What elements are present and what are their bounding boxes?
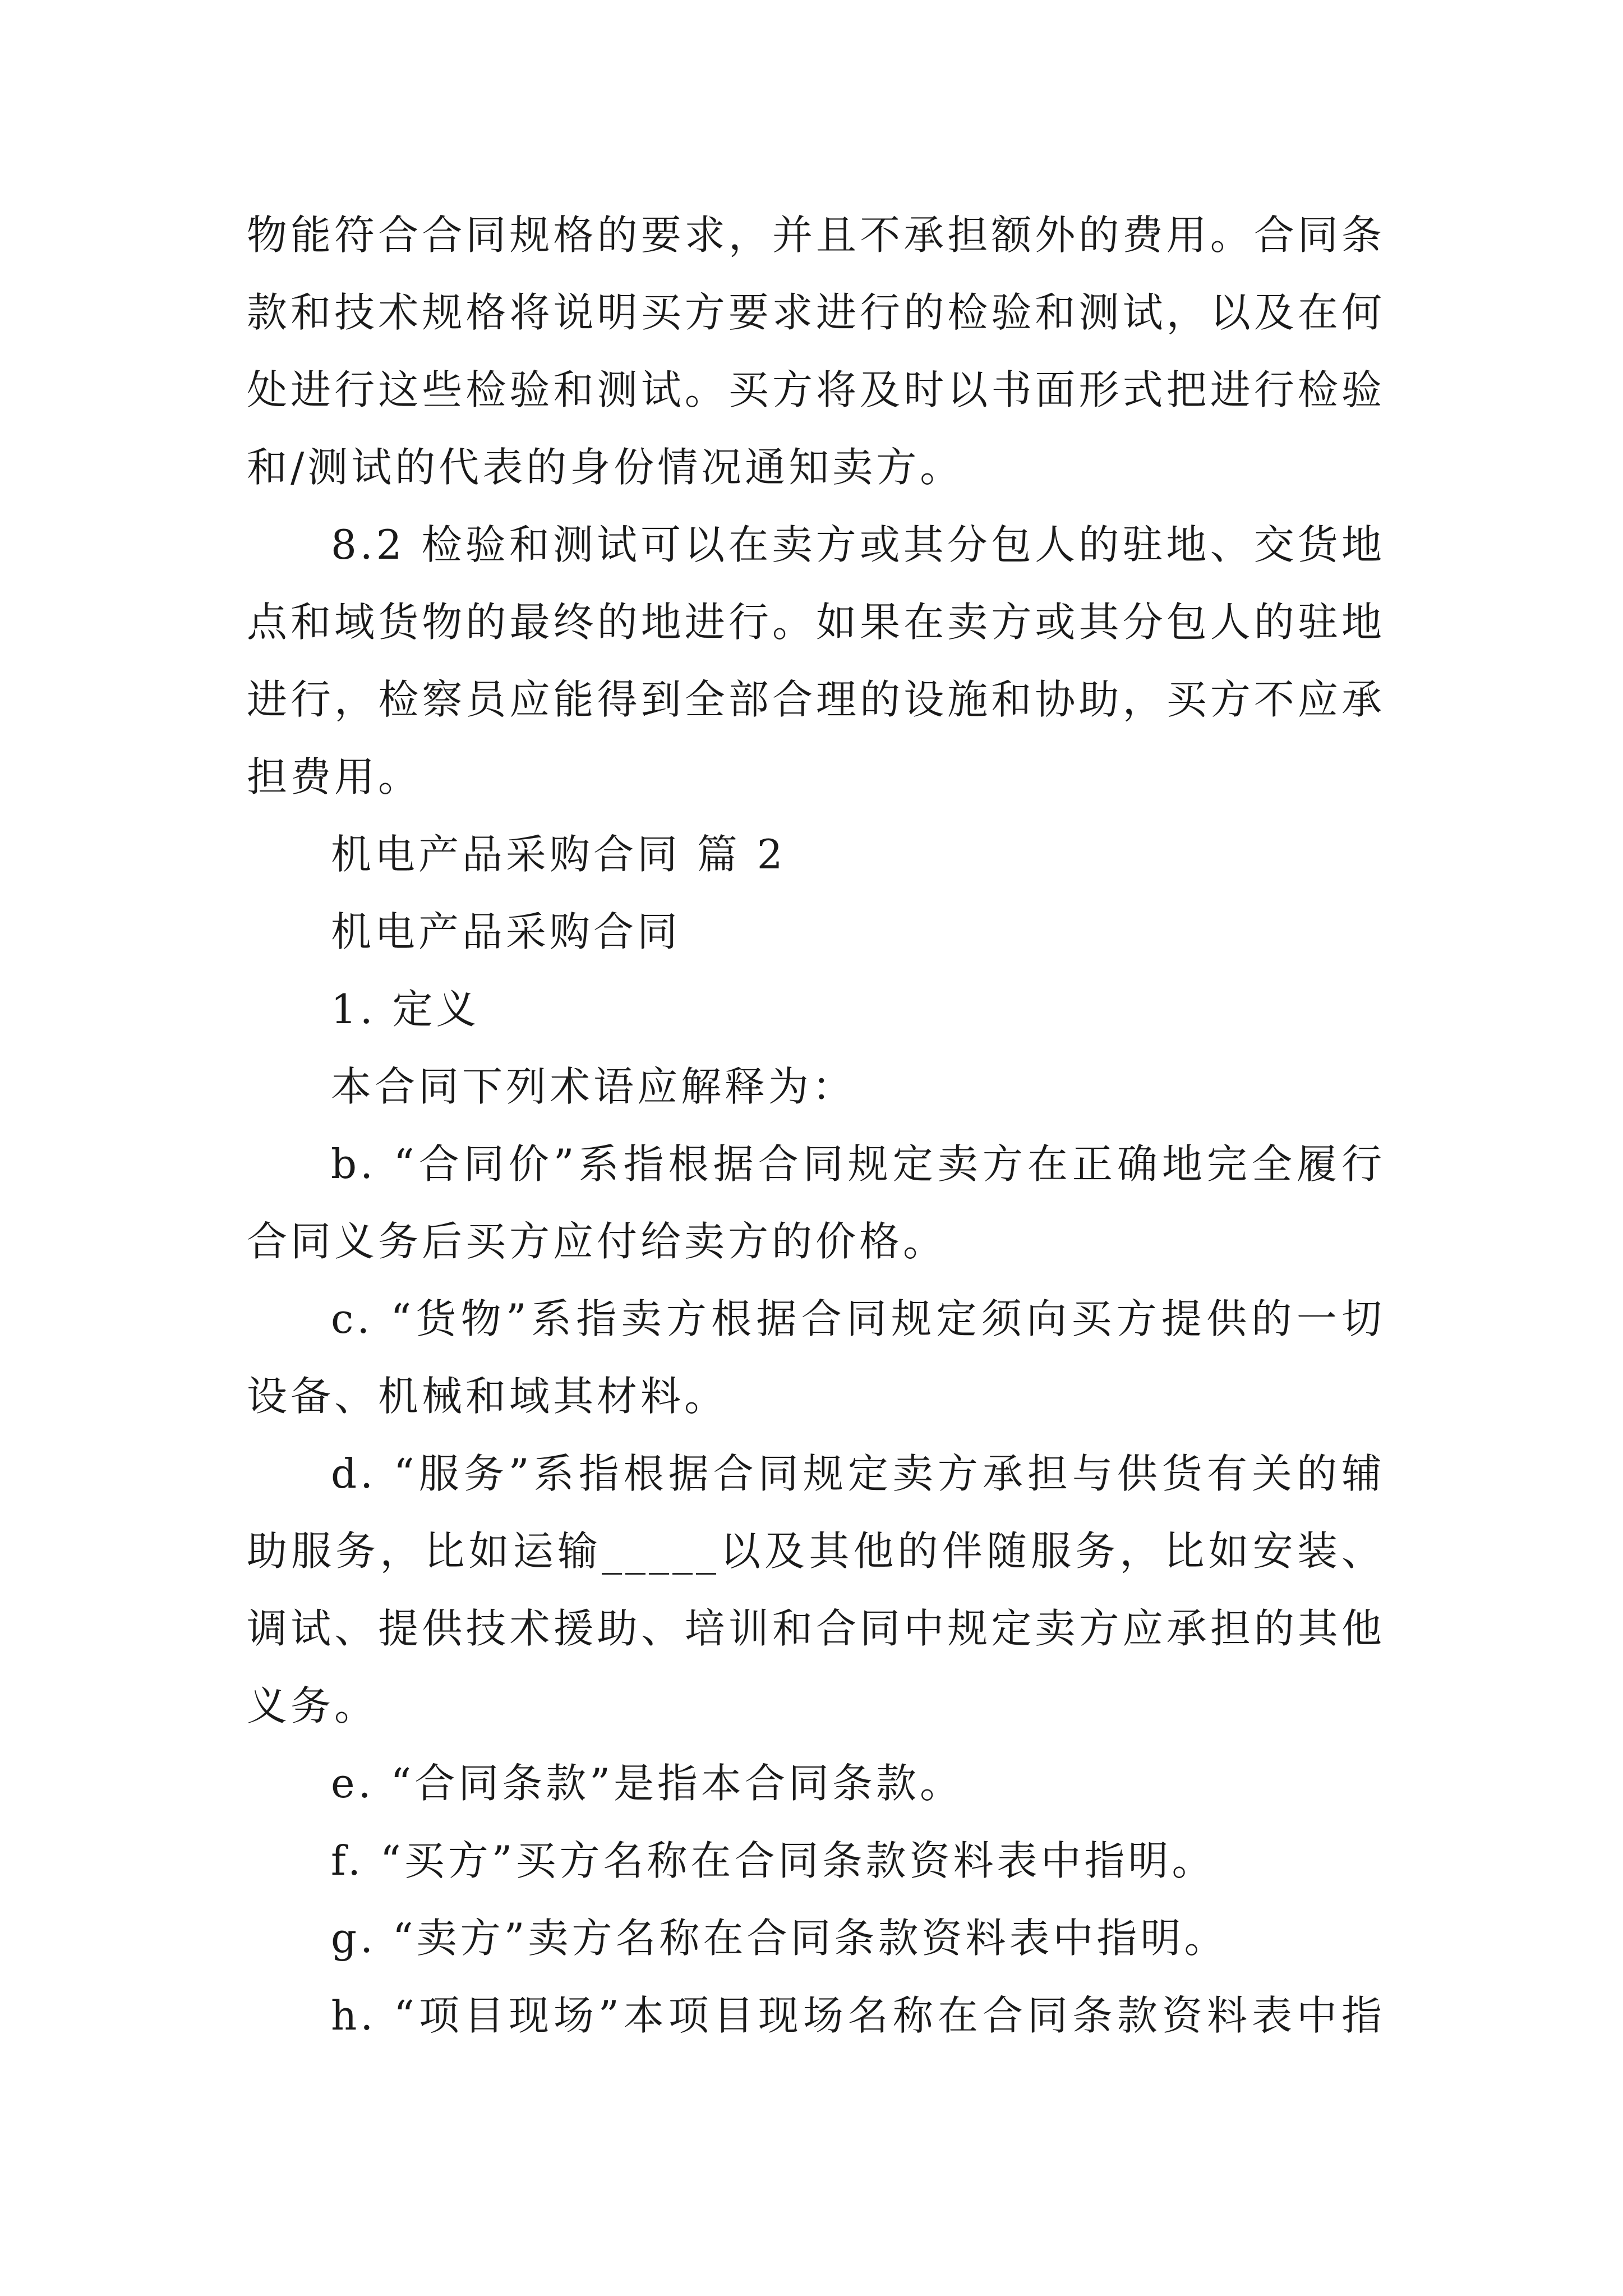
text-line: f. “买方”买方名称在合同条款资料表中指明。: [331, 1837, 1216, 1884]
text-line: 款和技术规格将说明买方要求进行的检验和测试，以及在何: [247, 289, 1385, 336]
text-line: 机电产品采购合同: [331, 908, 681, 955]
text-line: e. “合同条款”是指本合同条款。: [331, 1760, 964, 1807]
text-line: 调试、提供技术援助、培训和合同中规定卖方应承担的其他: [247, 1605, 1385, 1652]
document-page: [247, 196, 1385, 2054]
text-line: h. “项目现场”本项目现场名称在合同条款资料表中指: [331, 1992, 1385, 2039]
text-line: 处进行这些检验和测试。买方将及时以书面形式把进行检验: [247, 366, 1385, 413]
text-line: 设备、机械和域其材料。: [247, 1373, 728, 1420]
text-line: 进行，检察员应能得到全部合理的设施和协助，买方不应承: [247, 676, 1385, 723]
text-line: 合同义务后买方应付给卖方的价格。: [247, 1218, 947, 1265]
text-line: g. “卖方”卖方名称在合同条款资料表中指明。: [331, 1915, 1228, 1962]
text-line: 机电产品采购合同 篇 2: [331, 831, 786, 878]
text-line: 8.2 检验和测试可以在卖方或其分包人的驻地、交货地: [331, 521, 1385, 568]
text-line: 助服务，比如运输_____以及其他的伴随服务，比如安装、: [247, 1527, 1385, 1575]
text-line: 义务。: [247, 1682, 379, 1729]
text-line: 点和域货物的最终的地进行。如果在卖方或其分包人的驻地: [247, 599, 1385, 646]
text-line: 担费用。: [247, 753, 422, 800]
text-line: b. “合同价”系指根据合同规定卖方在正确地完全履行: [331, 1140, 1385, 1188]
text-line: c. “货物”系指卖方根据合同规定须向买方提供的一切: [331, 1295, 1385, 1342]
text-line: 物能符合合同规格的要求，并且不承担额外的费用。合同条: [247, 211, 1385, 259]
text-line: 和/测试的代表的身份情况通知卖方。: [247, 444, 964, 491]
text-line: 本合同下列术语应解释为：: [331, 1063, 856, 1110]
text-line: 1. 定义: [331, 986, 480, 1033]
text-line: d. “服务”系指根据合同规定卖方承担与供货有关的辅: [331, 1450, 1385, 1497]
